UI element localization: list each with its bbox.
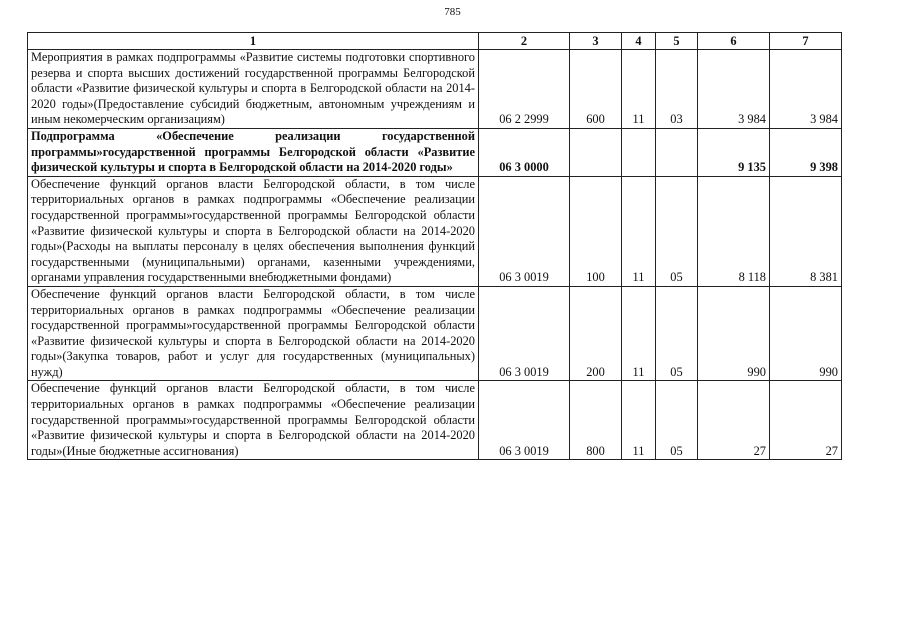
table-row xyxy=(28,286,842,381)
row-description: Обеспечение функций органов власти Белгородской области, в том числе территориальных органов в рамках подпрограммы «Обеспечение реализации государственной программы»государственной программы Белгородской области «Развитие физической культуры и спорта в Белгородской области на 2014-2020 годы»(Закупка товаров, работ и услуг для государственных (муниципальных) нужд) xyxy=(28,286,479,381)
row-col-6: 27 xyxy=(698,381,770,460)
row-col-5 xyxy=(656,128,698,176)
row-col-4: 11 xyxy=(622,381,656,460)
row-code: 06 3 0019 xyxy=(479,286,570,381)
row-col-4: 11 xyxy=(622,286,656,381)
row-col-5: 05 xyxy=(656,176,698,286)
row-col-7: 8 381 xyxy=(770,176,842,286)
row-col-3: 200 xyxy=(570,286,622,381)
row-col-4: 11 xyxy=(622,50,656,129)
table-row xyxy=(28,50,842,129)
row-description: Мероприятия в рамках подпрограммы «Развитие системы подготовки спортивного резерва и спорта высших достижений государственной программы Белгородской области «Развитие физической культуры и спорта в Белгородской области на 2014-2020 годы»(Предоставление субсидий бюджетным, автономным учреждениям и иным некомерческим организациям) xyxy=(28,50,479,129)
column-header-4: 4 xyxy=(622,33,656,50)
row-col-3 xyxy=(570,128,622,176)
row-code: 06 3 0000 xyxy=(479,128,570,176)
column-header-5: 5 xyxy=(656,33,698,50)
row-col-5: 05 xyxy=(656,381,698,460)
row-code: 06 2 2999 xyxy=(479,50,570,129)
header-row xyxy=(28,33,842,50)
budget-table xyxy=(27,32,842,460)
row-code: 06 3 0019 xyxy=(479,381,570,460)
row-col-3: 100 xyxy=(570,176,622,286)
row-col-7: 3 984 xyxy=(770,50,842,129)
table-row xyxy=(28,176,842,286)
row-col-5: 05 xyxy=(656,286,698,381)
row-col-7: 27 xyxy=(770,381,842,460)
row-col-6: 990 xyxy=(698,286,770,381)
column-header-7: 7 xyxy=(770,33,842,50)
row-col-7: 990 xyxy=(770,286,842,381)
row-col-5: 03 xyxy=(656,50,698,129)
row-col-4: 11 xyxy=(622,176,656,286)
column-header-2: 2 xyxy=(479,33,570,50)
row-description: Обеспечение функций органов власти Белгородской области, в том числе территориальных органов в рамках подпрограммы «Обеспечение реализации государственной программы»государственной программы Белгородской области «Развитие физической культуры и спорта в Белгородской области на 2014-2020 годы»(Иные бюджетные ассигнования) xyxy=(28,381,479,460)
row-col-6: 8 118 xyxy=(698,176,770,286)
row-col-7: 9 398 xyxy=(770,128,842,176)
row-col-3: 800 xyxy=(570,381,622,460)
row-col-6: 3 984 xyxy=(698,50,770,129)
row-description: Обеспечение функций органов власти Белгородской области, в том числе территориальных органов в рамках подпрограммы «Обеспечение реализации государственной программы»государственной программы Белгородской области «Развитие физической культуры и спорта в Белгородской области на 2014-2020 годы»(Расходы на выплаты персоналу в целях обеспечения выполнения функций государственными (муниципальными) органами, казенными учреждениями, органами управления государственными внебюджетными фондами) xyxy=(28,176,479,286)
table-row xyxy=(28,128,842,176)
column-header-1: 1 xyxy=(28,33,479,50)
row-col-3: 600 xyxy=(570,50,622,129)
table-row xyxy=(28,381,842,460)
column-header-3: 3 xyxy=(570,33,622,50)
page-number: 785 xyxy=(444,6,461,18)
column-header-6: 6 xyxy=(698,33,770,50)
row-description: Подпрограмма «Обеспечение реализации государственной программы»государственной программы Белгородской области «Развитие физической культуры и спорта в Белгородской области на 2014-2020 годы» xyxy=(28,128,479,176)
row-code: 06 3 0019 xyxy=(479,176,570,286)
row-col-6: 9 135 xyxy=(698,128,770,176)
row-col-4 xyxy=(622,128,656,176)
